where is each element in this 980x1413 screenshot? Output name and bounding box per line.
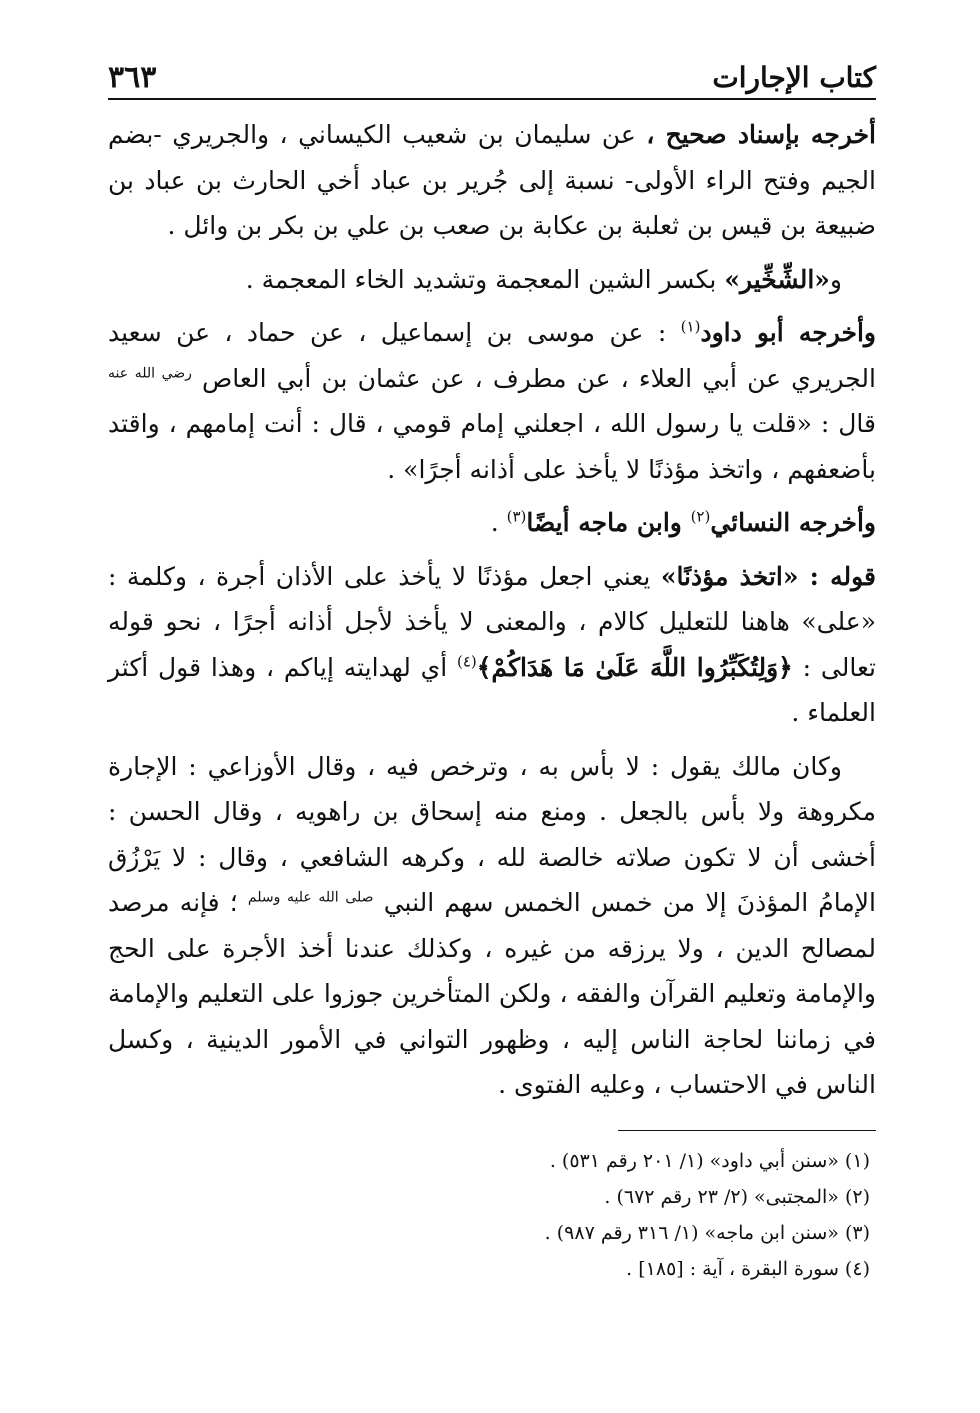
paragraph-text: عن سليمان بن شعيب الكيساني ، والجريري -بضم الجيم وفتح الراء الأولى- نسبة إلى جُرير بن عباد أخي الحارث بن عباد بن ضبيعة بن قيس بن ثعلبة بن عكابة بن صعب بن علي بن بكر بن وائل . xyxy=(108,120,876,240)
honorific-glyph: رضي الله عنه xyxy=(108,365,192,382)
paragraph-2 xyxy=(108,257,876,303)
quran-verse: ﴿وَلِتُكَبِّرُوا اللَّهَ عَلَىٰ مَا هَدَاكُمْ﴾ xyxy=(476,652,793,682)
footnotes xyxy=(108,1143,876,1287)
paragraph-5 xyxy=(108,554,876,736)
honorific-glyph: صلى الله عليه وسلم xyxy=(247,889,374,906)
page-header xyxy=(108,52,876,100)
paragraph-4 xyxy=(108,500,876,546)
footnote-reference: (١) xyxy=(680,317,701,336)
paragraph-text: يعني اجعل مؤذنًا لا يأخذ على الأذان أجرة ، وكلمة : «على» هاهنا للتعليل كالام ، والمعنى لا يأخذ لأجل أذانه أجرًا ، نحو قوله تعالى : xyxy=(108,561,876,682)
paragraph-text: بكسر الشين المعجمة وتشديد الخاء المعجمة . xyxy=(245,264,725,294)
paragraph-text: قال : «قلت يا رسول الله ، اجعلني إمام قومي ، قال : أنت إمامهم ، واقتد بأضعفهم ، واتخذ مؤذنًا لا يأخذ على أذانه أجرًا» . xyxy=(108,409,876,484)
paragraph-lead: وأخرجه النسائي xyxy=(710,508,876,537)
paragraph-lead: أخرجه بإسناد صحيح ، xyxy=(646,120,876,149)
paragraph-3 xyxy=(108,310,876,492)
paragraph-text: ؛ فإنه مرصد لمصالح الدين ، ولا يرزقه من غيره ، وكذلك عندنا أخذ الأجرة على الحج والإمامة وتعليم القرآن والفقه ، ولكن المتأخرين جوزوا على التعليم والإمامة في زماننا لحاجة الناس إليه ، وظهور التواني في الأمور الدينية ، وكسل الناس في الاحتساب ، وعليه الفتوى . xyxy=(108,888,876,1099)
paragraph-lead: قوله : «اتخذ مؤذنًا» xyxy=(660,561,876,591)
paragraph-text: أي لهدايته إياكم ، وهذا قول أكثر العلماء . xyxy=(108,652,876,727)
paragraph-lead: وأخرجه أبو داود xyxy=(700,318,876,347)
footnote-2: (٢) «المجتبى» (٢/ ٢٣ رقم ٦٧٢) . xyxy=(604,1185,870,1208)
main-text xyxy=(108,112,876,1108)
book-title: كتاب الإجارات xyxy=(712,61,876,94)
paragraph-lead: وابن ماجه أيضًا xyxy=(526,508,691,537)
defined-term: «الشِّخِّير» xyxy=(724,264,830,294)
page-number: ٣٦٣ xyxy=(108,60,157,95)
paragraph-text: . xyxy=(490,508,507,537)
paragraph-text: : عن موسى بن إسماعيل ، عن حماد ، عن سعيد الجريري عن أبي العلاء ، عن مطرف ، عن عثمان بن أبي العاص xyxy=(108,318,876,393)
footnote-reference: (٣) xyxy=(506,507,527,526)
paragraph-prefix: و xyxy=(829,264,842,294)
footnote-1: (١) «سنن أبي داود» (١/ ٢٠١ رقم ٥٣١) . xyxy=(549,1149,870,1172)
paragraph-text: وكان مالك يقول : لا بأس به ، وترخص فيه ، وقال الأوزاعي : الإجارة مكروهة ولا بأس بالجعل . ومنع منه إسحاق بن راهويه ، وقال الحسن : أخشى أن لا تكون صلاته خالصة لله ، وكرهه الشافعي ، وقال : لا يَرْزُق الإمامُ المؤذنَ إلا من خمس الخمس سهم النبي xyxy=(108,751,877,917)
footnote-3: (٣) «سنن ابن ماجه» (١/ ٣١٦ رقم ٩٨٧) . xyxy=(544,1221,870,1244)
footnote-reference: (٤) xyxy=(457,652,477,671)
footnote-4: (٤) سورة البقرة ، آية : [١٨٥] . xyxy=(626,1257,870,1280)
footnote-reference: (٢) xyxy=(690,507,711,526)
book-page xyxy=(108,52,876,1372)
paragraph-1 xyxy=(108,112,876,249)
paragraph-6 xyxy=(108,744,876,1108)
footnote-divider xyxy=(618,1130,876,1131)
